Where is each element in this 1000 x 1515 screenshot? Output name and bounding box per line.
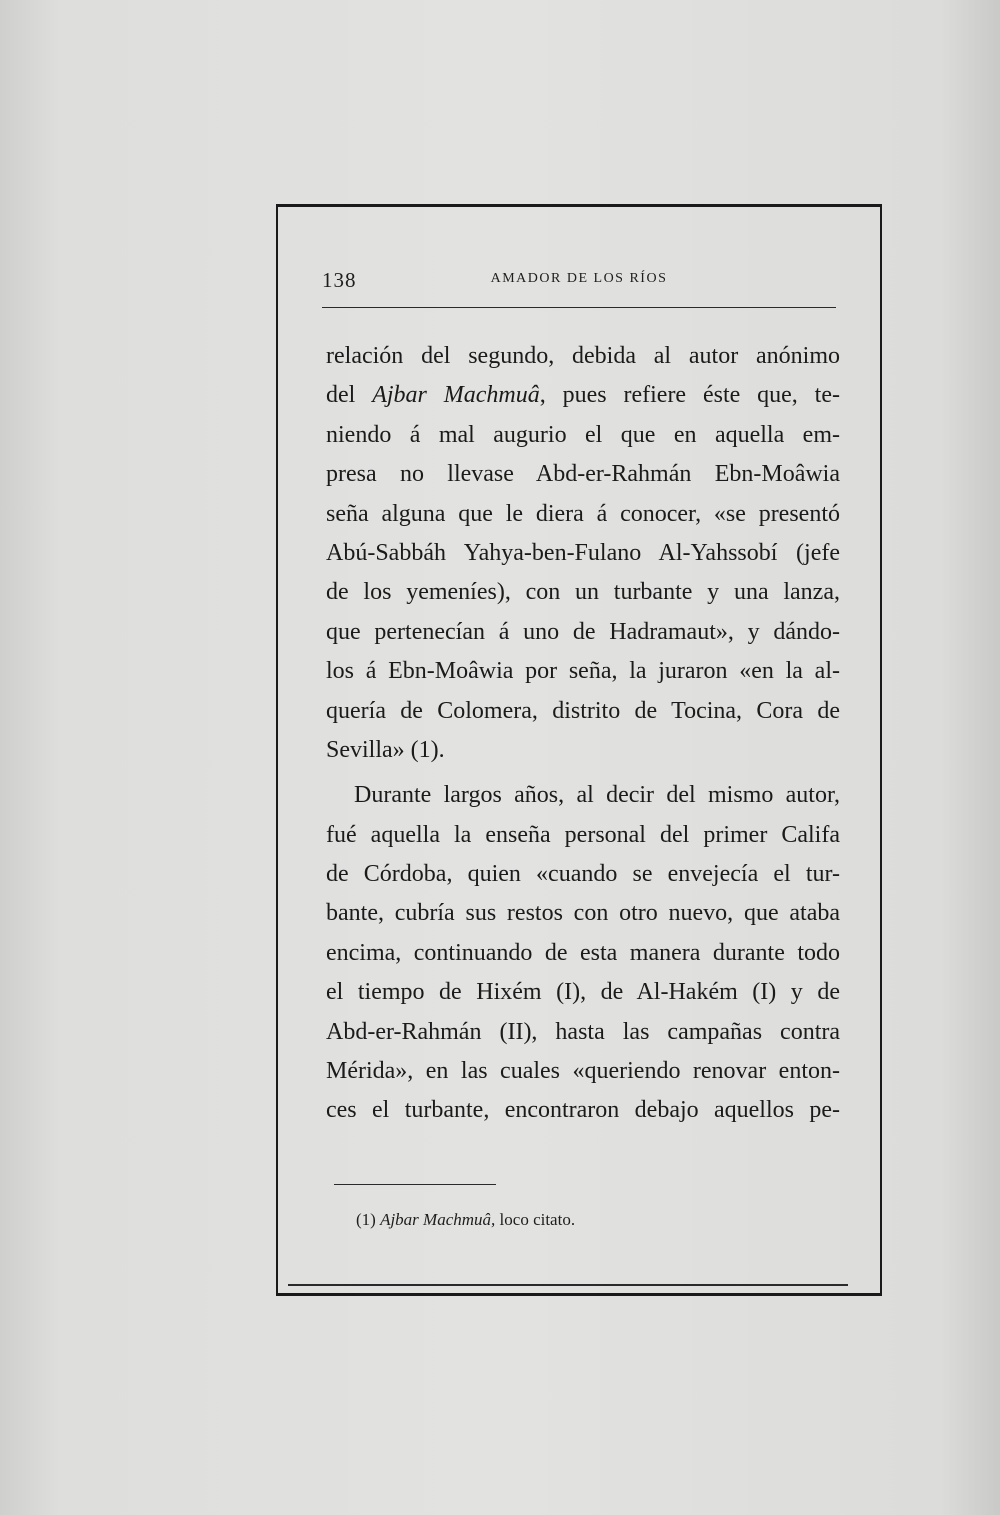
text-line: ces el turbante, encontraron debajo aquellos pe-: [326, 1097, 840, 1124]
footnote-rule: [334, 1184, 496, 1185]
text-line: Durante largos años, al decir del mismo autor,: [354, 782, 840, 809]
text-line: relación del segundo, debida al autor anónimo: [326, 343, 840, 369]
footnote-text: loco citato.: [499, 1210, 576, 1229]
text-line: Abú-Sabbáh Yahya-ben-Fulano Al-Yahssobí (jefe: [326, 539, 840, 566]
italic-title: Ajbar Machmuâ: [372, 382, 540, 409]
text-line: de Córdoba, quien «cuando se envejecía el tur-: [326, 861, 840, 888]
footnote-marker: (1): [356, 1210, 376, 1229]
text-line: presa no llevase Abd-er-Rahmán Ebn-Moâwia: [326, 461, 840, 488]
text-line: encima, continuando de esta manera durante todo: [326, 939, 840, 966]
text-line: Sevilla» (1).: [326, 736, 445, 763]
header-rule: [322, 307, 836, 308]
text-line: quería de Colomera, distrito de Tocina, Cora de: [326, 697, 840, 724]
text-line: que pertenecían á uno de Hadramaut», y dándo-: [326, 618, 840, 645]
footnote-title: Ajbar Machmuâ,: [380, 1210, 496, 1229]
text-line: fué aquella la enseña personal del primer Califa: [326, 821, 840, 848]
text-fragment: , pues refiere éste que, te-: [539, 382, 840, 409]
text-line: seña alguna que le diera á conocer, «se presentó: [326, 500, 840, 527]
text-line: Mérida», en las cuales «queriendo renovar enton-: [326, 1058, 840, 1085]
text-fragment: del: [326, 382, 373, 409]
page-number: 138: [322, 268, 357, 292]
footnote: [356, 1210, 575, 1230]
body-text: [326, 337, 840, 1131]
text-line: los á Ebn-Moâwia por seña, la juraron «en la al-: [326, 658, 840, 685]
text-line: niendo á mal augurio el que en aquella em-: [326, 421, 840, 448]
running-head: [322, 268, 836, 300]
running-title: AMADOR DE LOS RÍOS: [490, 271, 668, 286]
frame-bottom-rule: [288, 1284, 848, 1286]
text-line: bante, cubría sus restos con otro nuevo, que ataba: [326, 900, 840, 927]
text-line: de los yemeníes), con un turbante y una lanza,: [326, 579, 840, 606]
text-line: el tiempo de Hixém (I), de Al-Hakém (I) y de: [326, 979, 840, 1006]
text-line: [326, 376, 840, 415]
text-line: Abd-er-Rahmán (II), hasta las campañas contra: [326, 1018, 840, 1045]
